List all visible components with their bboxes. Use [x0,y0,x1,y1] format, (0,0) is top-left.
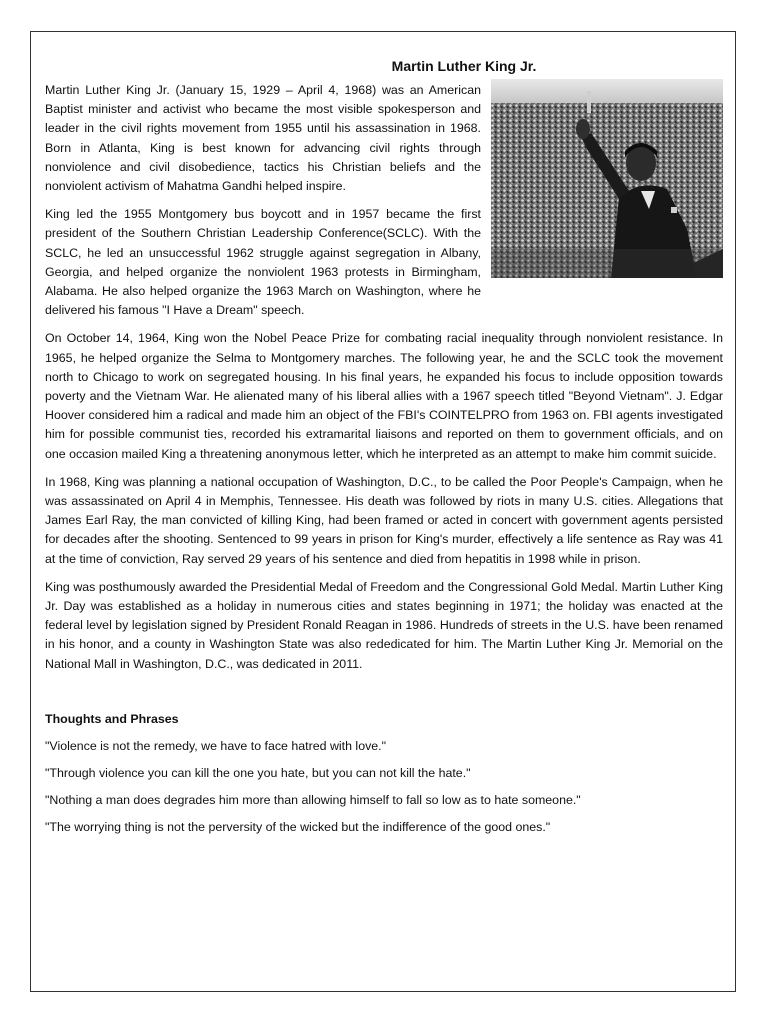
thoughts-heading: Thoughts and Phrases [45,711,179,726]
paragraph-intro: Martin Luther King Jr. (January 15, 1929 – April 4, 1968) was an American Baptist minister and activist who became the most visible spokesperson and leader in the civil rights movement from 1955 until his assassination in 1968. Born in Atlanta, King is best known for advancing civil rights through nonviolence and civil disobedience, tactics his Christian beliefs and the nonviolent activism of Mahatma Gandhi helped inspire. [45,83,481,194]
paragraph-assassination: In 1968, King was planning a national occupation of Washington, D.C., to be called the Poor People's Campaign, when he was assassinated on April 4 in Memphis, Tennessee. His death was followed by riots in many U.S. cities. Allegations that James Earl Ray, the man convicted of killing King, had been framed or acted in concert with government agents persisted for decades after the shooting. Sentenced to 99 years in prison for King's murder, effectively a life sentence as Ray was 41 at the time of conviction, Ray served 29 years of his sentence and died from hepatitis in 1998 while in prison. [45,474,723,566]
paragraph-nobel-prize: On October 14, 1964, King won the Nobel Peace Prize for combating racial inequality through nonviolent resistance. In 1965, he helped organize the Selma to Montgomery marches. The following year, he and the SCLC took the movement north to Chicago to work on segregated housing. In his final years, he expanded his focus to include opposition towards poverty and the Vietnam War. He alienated many of his liberal allies with a 1967 speech titled "Beyond Vietnam". J. Edgar Hoover considered him a radical and made him an object of the FBI's COINTELPRO from 1963 on. FBI agents investigated him for possible communist ties, recorded his extramarital liaisons and reported on them to government officials, and on one occasion mailed King a threatening anonymous letter, which he interpreted as an attempt to make him commit suicide. [45,331,723,461]
document-body [45,57,723,845]
document-title: Martin Luther King Jr. [391,58,537,74]
mlk-photo [491,79,723,278]
paragraph-early-leadership: King led the 1955 Montgomery bus boycott and in 1957 became the first president of the Southern Christian Leadership Conference(SCLC). With the SCLC, he led an unsuccessful 1962 struggle against segregation in Albany, Georgia, and helped organize the nonviolent 1963 protests in Birmingham, Alabama. He also helped organize the 1963 March on Washington, where he delivered his famous "I Have a Dream" speech. [45,207,481,318]
paragraph-legacy: King was posthumously awarded the Presidential Medal of Freedom and the Congressional Gold Medal. Martin Luther King Jr. Day was established as a holiday in numerous cities and states beginning in 1971; the holiday was enacted at the federal level by legislation signed by President Ronald Reagan in 1986. Hundreds of streets in the U.S. have been renamed in his honor, and a county in Washington State was also rededicated for him. The Martin Luther King Jr. Memorial on the National Mall in Washington, D.C., was dedicated in 2011. [45,579,723,671]
quote-item: "Violence is not the remedy, we have to face hatred with love." [45,738,387,753]
quote-item: "Nothing a man does degrades him more than allowing himself to fall so low as to hate someone." [45,792,581,807]
quote-item: "Through violence you can kill the one you hate, but you can not kill the hate." [45,765,471,780]
quote-item: "The worrying thing is not the perversity of the wicked but the indifference of the good ones." [45,819,551,834]
